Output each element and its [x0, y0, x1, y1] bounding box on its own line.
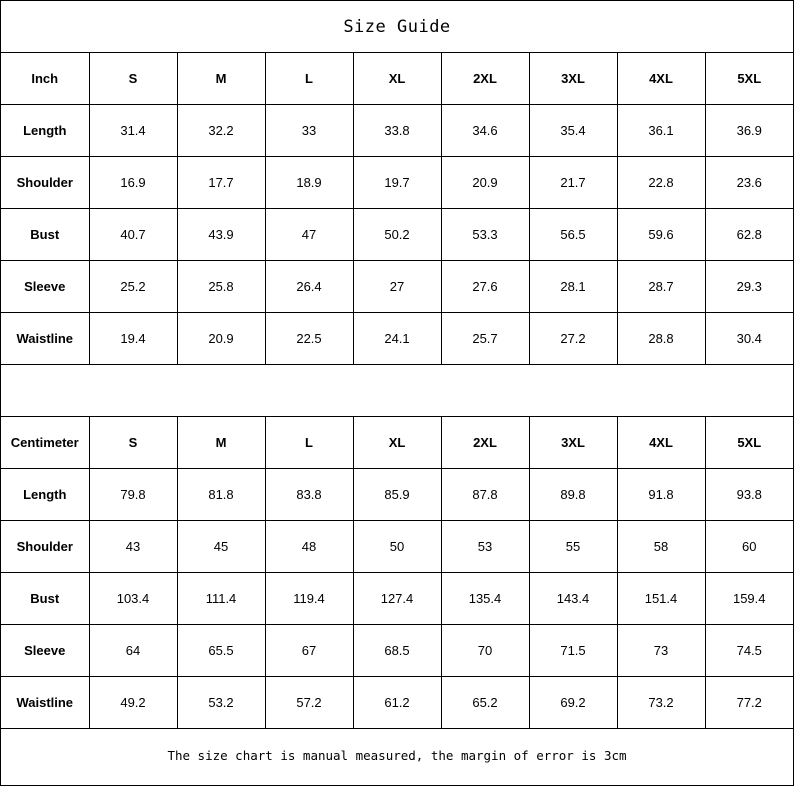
- table-cell: 55: [529, 521, 617, 573]
- measurement-label: Waistline: [1, 313, 89, 365]
- table-cell: 65.5: [177, 625, 265, 677]
- size-header: 3XL: [529, 53, 617, 105]
- table-cell: 22.8: [617, 157, 705, 209]
- size-header: M: [177, 53, 265, 105]
- size-header: S: [89, 53, 177, 105]
- table-cell: 27.6: [441, 261, 529, 313]
- size-header: M: [177, 417, 265, 469]
- table-cell: 36.1: [617, 105, 705, 157]
- table-cell: 49.2: [89, 677, 177, 729]
- table-cell: 135.4: [441, 573, 529, 625]
- size-header: 2XL: [441, 417, 529, 469]
- table-cell: 67: [265, 625, 353, 677]
- table-row: [1, 625, 793, 677]
- size-header: 5XL: [705, 53, 793, 105]
- table-cell: 23.6: [705, 157, 793, 209]
- page-title: Size Guide: [1, 1, 793, 53]
- table-cell: 20.9: [177, 313, 265, 365]
- table-cell: 151.4: [617, 573, 705, 625]
- table-cell: 25.8: [177, 261, 265, 313]
- table-row: [1, 521, 793, 573]
- table-cell: 29.3: [705, 261, 793, 313]
- table-row: [1, 677, 793, 729]
- measurement-label: Bust: [1, 209, 89, 261]
- table-cell: 34.6: [441, 105, 529, 157]
- table-cell: 68.5: [353, 625, 441, 677]
- table-cell: 17.7: [177, 157, 265, 209]
- table-cell: 21.7: [529, 157, 617, 209]
- table-cell: 28.1: [529, 261, 617, 313]
- table-cell: 79.8: [89, 469, 177, 521]
- table-cell: 22.5: [265, 313, 353, 365]
- measurement-label: Length: [1, 469, 89, 521]
- size-header: XL: [353, 417, 441, 469]
- header-row: [1, 417, 793, 469]
- measurement-label: Waistline: [1, 677, 89, 729]
- table-cell: 36.9: [705, 105, 793, 157]
- table-cell: 45: [177, 521, 265, 573]
- measurement-label: Sleeve: [1, 625, 89, 677]
- table-cell: 111.4: [177, 573, 265, 625]
- table-cell: 85.9: [353, 469, 441, 521]
- table-cell: 32.2: [177, 105, 265, 157]
- table-cell: 28.7: [617, 261, 705, 313]
- table-cell: 56.5: [529, 209, 617, 261]
- size-header: 3XL: [529, 417, 617, 469]
- table-cell: 89.8: [529, 469, 617, 521]
- size-header: L: [265, 417, 353, 469]
- table-row: [1, 573, 793, 625]
- table-cell: 48: [265, 521, 353, 573]
- table-cell: 53.3: [441, 209, 529, 261]
- table-cell: 33: [265, 105, 353, 157]
- size-header: 4XL: [617, 417, 705, 469]
- table-cell: 28.8: [617, 313, 705, 365]
- table-cell: 74.5: [705, 625, 793, 677]
- size-header: L: [265, 53, 353, 105]
- table-cell: 43: [89, 521, 177, 573]
- table-cell: 24.1: [353, 313, 441, 365]
- table-cell: 91.8: [617, 469, 705, 521]
- table-cell: 61.2: [353, 677, 441, 729]
- table-cell: 33.8: [353, 105, 441, 157]
- measurement-label: Length: [1, 105, 89, 157]
- table-cell: 47: [265, 209, 353, 261]
- size-header: 5XL: [705, 417, 793, 469]
- table-cell: 119.4: [265, 573, 353, 625]
- table-cell: 43.9: [177, 209, 265, 261]
- table-row: [1, 209, 793, 261]
- table-cell: 31.4: [89, 105, 177, 157]
- size-header: S: [89, 417, 177, 469]
- table-cell: 25.7: [441, 313, 529, 365]
- table-cell: 77.2: [705, 677, 793, 729]
- table-cell: 30.4: [705, 313, 793, 365]
- table-cell: 35.4: [529, 105, 617, 157]
- table-cell: 57.2: [265, 677, 353, 729]
- table-cell: 50.2: [353, 209, 441, 261]
- measurement-label: Shoulder: [1, 521, 89, 573]
- table-cell: 53.2: [177, 677, 265, 729]
- table-cell: 16.9: [89, 157, 177, 209]
- table-cell: 58: [617, 521, 705, 573]
- table-row: [1, 313, 793, 365]
- table-cell: 26.4: [265, 261, 353, 313]
- table-cell: 18.9: [265, 157, 353, 209]
- table-cell: 60: [705, 521, 793, 573]
- table-cell: 20.9: [441, 157, 529, 209]
- table-cell: 81.8: [177, 469, 265, 521]
- table-cell: 65.2: [441, 677, 529, 729]
- table-cell: 62.8: [705, 209, 793, 261]
- table-cell: 71.5: [529, 625, 617, 677]
- table-cell: 127.4: [353, 573, 441, 625]
- table-cell: 87.8: [441, 469, 529, 521]
- header-row: [1, 53, 793, 105]
- measurement-label: Sleeve: [1, 261, 89, 313]
- table-cell: 27.2: [529, 313, 617, 365]
- table-row: [1, 157, 793, 209]
- table-cell: 93.8: [705, 469, 793, 521]
- table-row: [1, 469, 793, 521]
- measurement-label: Shoulder: [1, 157, 89, 209]
- table-cell: 19.4: [89, 313, 177, 365]
- table-cell: 64: [89, 625, 177, 677]
- table-cell: 59.6: [617, 209, 705, 261]
- table-cell: 73: [617, 625, 705, 677]
- table-cell: 70: [441, 625, 529, 677]
- measurement-label: Bust: [1, 573, 89, 625]
- table-cell: 103.4: [89, 573, 177, 625]
- centimeter-table: [1, 417, 793, 729]
- footer-note: The size chart is manual measured, the margin of error is 3cm: [167, 747, 627, 763]
- table-divider-row: [1, 365, 793, 417]
- table-row: [1, 261, 793, 313]
- table-row: [1, 105, 793, 157]
- unit-label: Inch: [1, 53, 89, 105]
- table-cell: 53: [441, 521, 529, 573]
- table-cell: 50: [353, 521, 441, 573]
- size-header: 4XL: [617, 53, 705, 105]
- table-cell: 159.4: [705, 573, 793, 625]
- inch-table: [1, 53, 793, 365]
- table-cell: 69.2: [529, 677, 617, 729]
- table-cell: 40.7: [89, 209, 177, 261]
- table-cell: 19.7: [353, 157, 441, 209]
- table-cell: 73.2: [617, 677, 705, 729]
- unit-label: Centimeter: [1, 417, 89, 469]
- table-cell: 25.2: [89, 261, 177, 313]
- table-cell: 27: [353, 261, 441, 313]
- table-cell: 83.8: [265, 469, 353, 521]
- size-header: XL: [353, 53, 441, 105]
- table-cell: 143.4: [529, 573, 617, 625]
- size-header: 2XL: [441, 53, 529, 105]
